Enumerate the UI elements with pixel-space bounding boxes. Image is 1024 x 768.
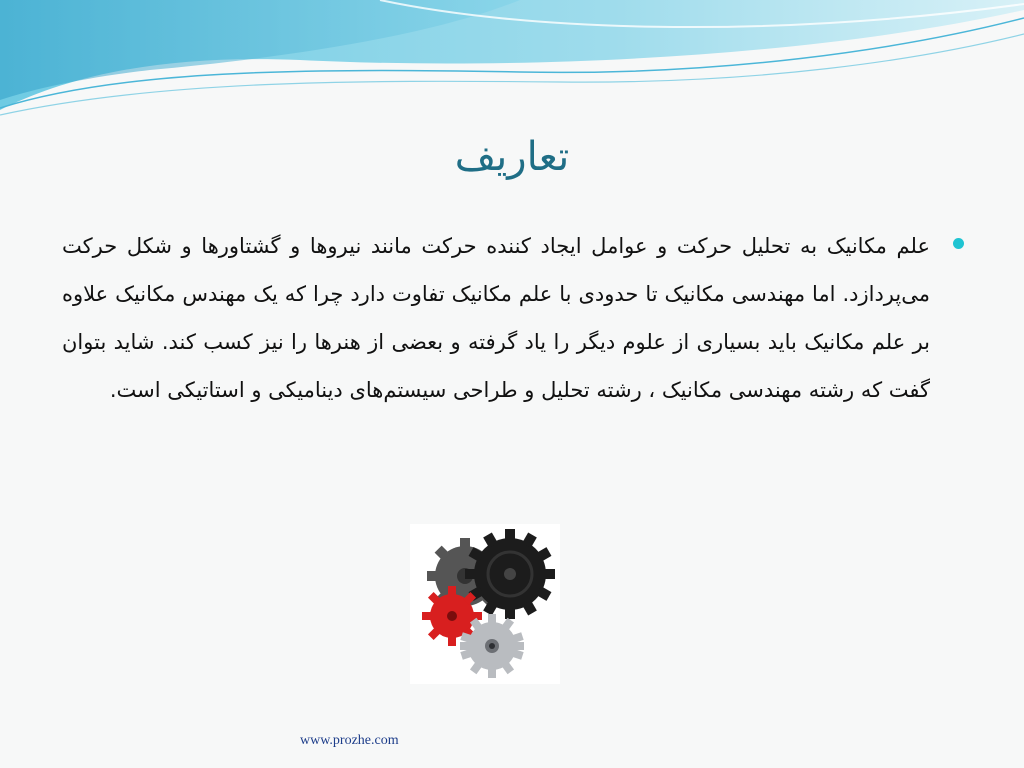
bullet-list [62, 222, 950, 414]
bullet-dot-icon [953, 238, 964, 249]
footer-url: www.prozhe.com [300, 733, 399, 748]
gears-image [410, 524, 560, 684]
bullet-paragraph: علم مکانیک به تحلیل حرکت و عوامل ایجاد کننده حرکت مانند نیروها و گشتاورها و شکل حرکت می‌پردازد. اما مهندسی مکانیک تا حدودی با علم مکانیک تفاوت دارد چرا که یک مهندس مکانیک علاوه بر علم مکانیک باید بسیاری از علوم دیگر را یاد گرفته و بعضی از هنرها را نیز کسب کند. شاید بتوان گفت که رشته مهندسی مکانیک ، رشته تحلیل و طراحی سیستم‌های دینامیکی و استاتیکی است. [62, 234, 930, 402]
slide-title: تعاریف [454, 134, 570, 180]
header-wave-decoration [0, 0, 1024, 130]
